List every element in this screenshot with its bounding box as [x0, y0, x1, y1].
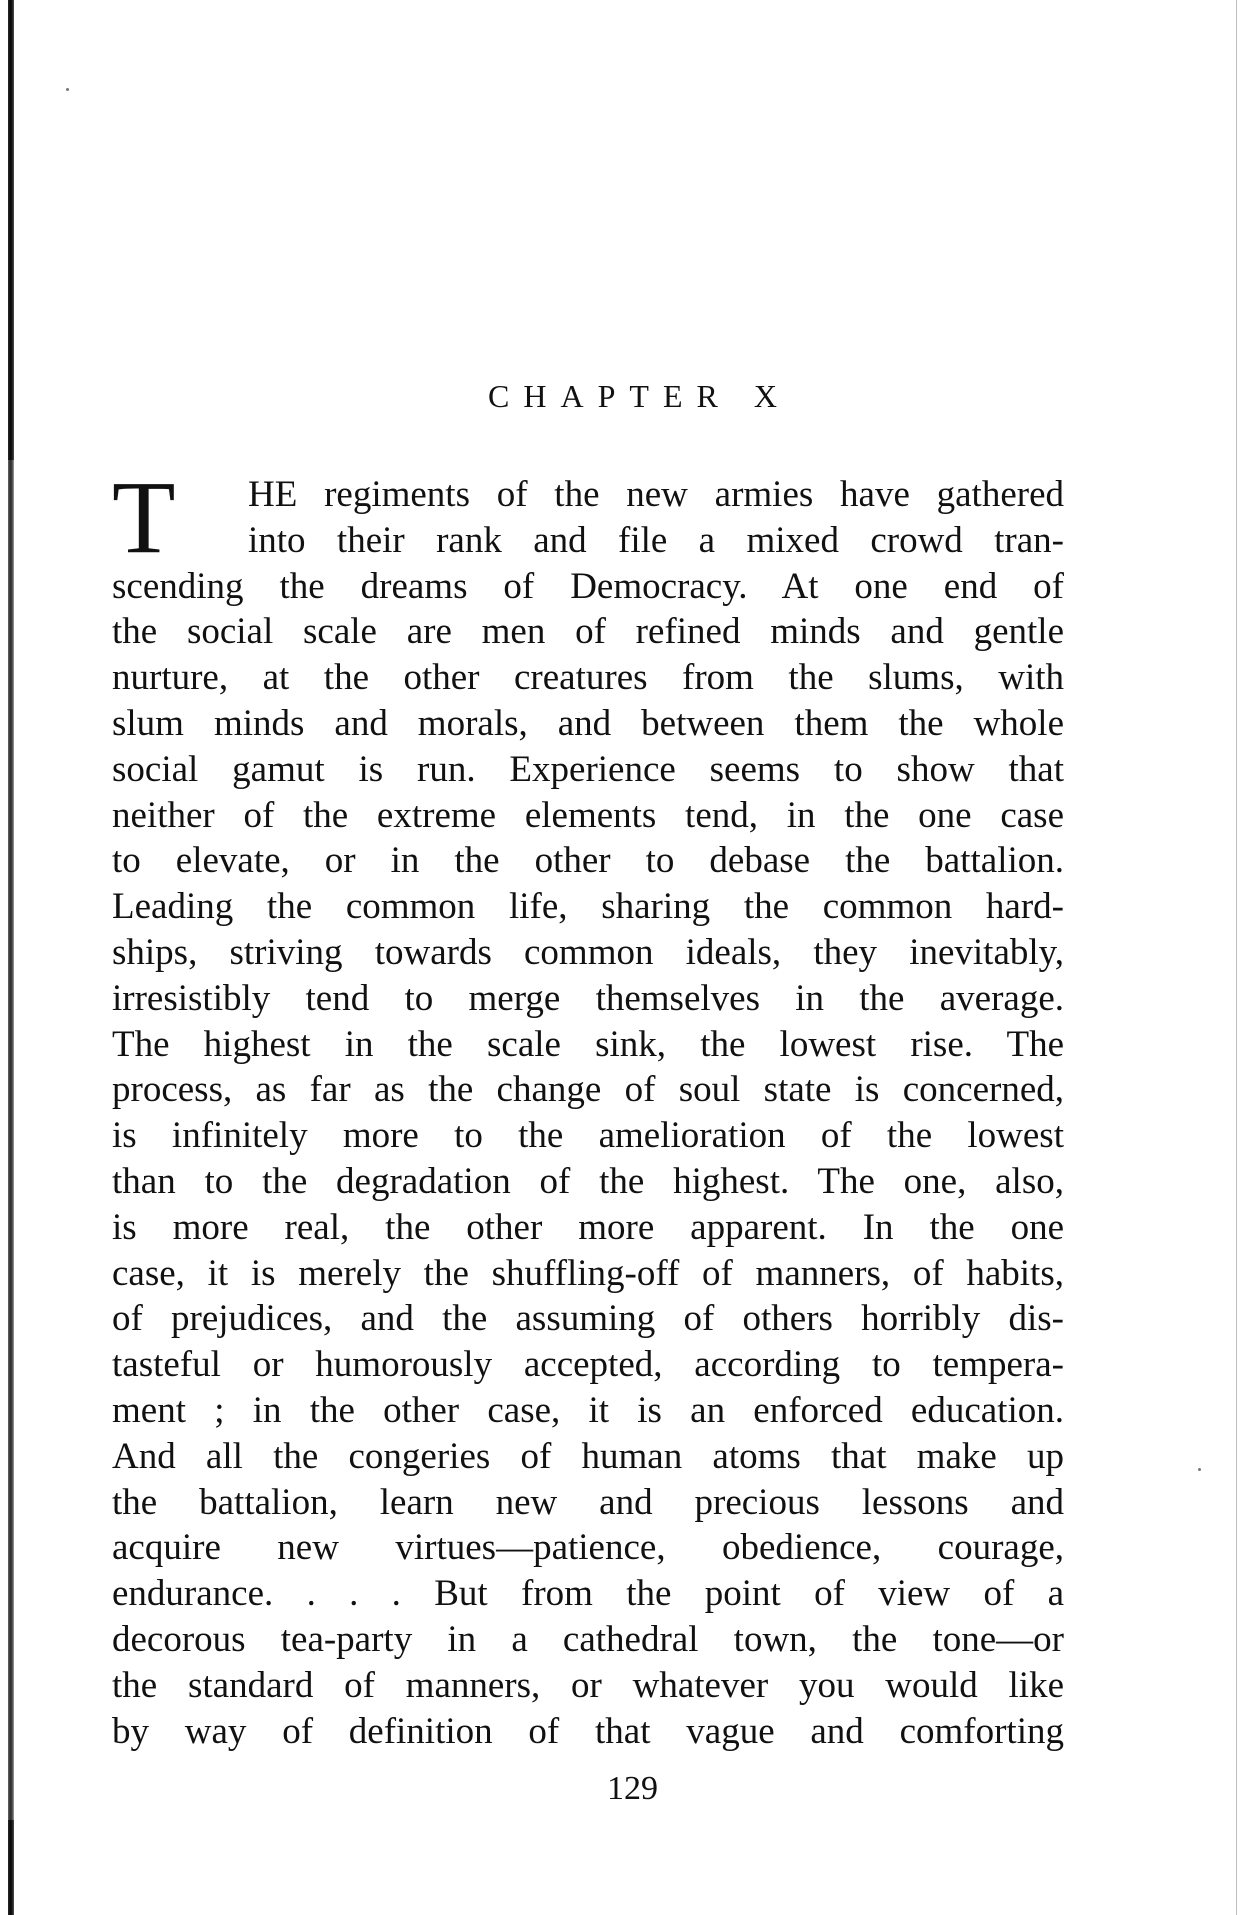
text-line: irresistibly tend to merge themselves in the average.	[112, 977, 1064, 1019]
text-line: HE regiments of the new armies have gathered	[248, 474, 1064, 515]
text-line: tasteful or humorously accepted, according to tempera-	[112, 1344, 1064, 1386]
text-line: ships, striving towards common ideals, they inevitably,	[112, 931, 1064, 973]
text-line: social gamut is run. Experience seems to show that	[112, 748, 1064, 790]
chapter-heading: CHAPTER X	[488, 378, 791, 414]
text-line: to elevate, or in the other to debase the battalion.	[112, 840, 1064, 882]
page-number: 129	[607, 1770, 658, 1807]
text-line: scending the dreams of Democracy. At one end of	[112, 565, 1064, 607]
text-line: decorous tea-party in a cathedral town, the tone—or	[112, 1618, 1064, 1660]
text-line: the social scale are men of refined minds and gentle	[112, 611, 1064, 653]
text-line: And all the congeries of human atoms that make up	[112, 1435, 1064, 1477]
text-line: case, it is merely the shuffling-off of manners, of habits,	[112, 1252, 1064, 1294]
text-line: the battalion, learn new and precious lessons and	[112, 1481, 1064, 1523]
binding-shadow-bottom	[8, 1820, 14, 1915]
text-line: neither of the extreme elements tend, in the one case	[112, 794, 1064, 836]
text-line: into their rank and file a mixed crowd tran-	[248, 519, 1064, 561]
text-line: by way of definition of that vague and comforting	[112, 1710, 1064, 1752]
text-line: of prejudices, and the assuming of others horribly dis-	[112, 1298, 1064, 1340]
text-line: than to the degradation of the highest. The one, also,	[112, 1160, 1064, 1202]
text-line: Leading the common life, sharing the common hard-	[112, 886, 1064, 928]
text-line: nurture, at the other creatures from the slums, with	[112, 657, 1064, 699]
text-line: acquire new virtues—patience, obedience, courage,	[112, 1527, 1064, 1569]
text-line: is infinitely more to the amelioration of the lowest	[112, 1115, 1064, 1157]
text-line: is more real, the other more apparent. In the one	[112, 1206, 1064, 1248]
text-line: ment ; in the other case, it is an enforced education.	[112, 1389, 1064, 1431]
drop-cap: T	[112, 460, 176, 575]
text-line: endurance. . . . But from the point of view of a	[112, 1573, 1064, 1615]
page-edge-rule	[1236, 0, 1237, 1915]
body-paragraph	[112, 460, 1064, 1754]
paper-speck	[66, 88, 69, 91]
text-line: The highest in the scale sink, the lowest rise. The	[112, 1023, 1064, 1065]
text-line: process, as far as the change of soul state is concerned,	[112, 1069, 1064, 1111]
paper-speck	[1198, 1468, 1201, 1471]
text-line: slum minds and morals, and between them the whole	[112, 702, 1064, 744]
text-line: the standard of manners, or whatever you would like	[112, 1664, 1064, 1706]
